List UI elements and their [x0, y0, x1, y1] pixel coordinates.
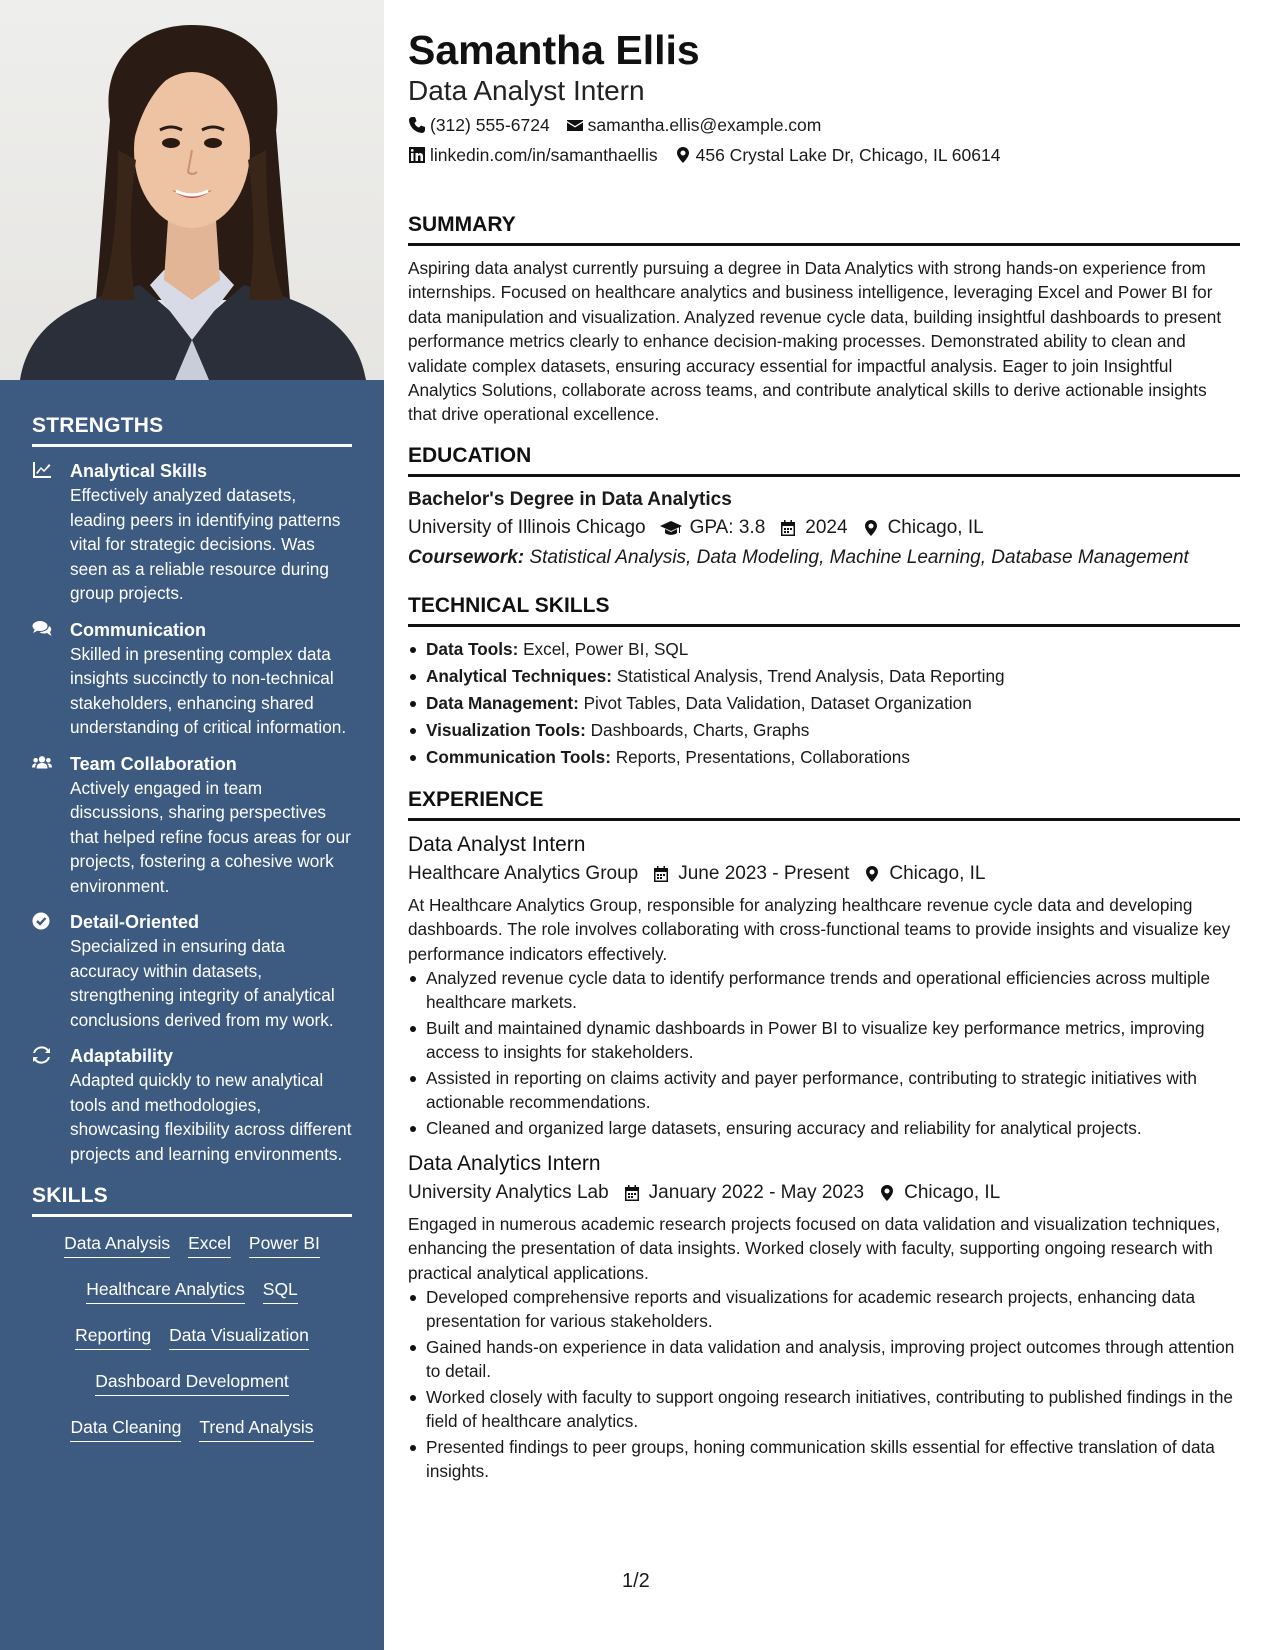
education-location: [862, 513, 984, 543]
strength-title: Analytical Skills: [70, 461, 208, 481]
summary-heading: SUMMARY: [408, 212, 1240, 246]
job-location: [878, 1178, 1000, 1208]
skill-tag: Healthcare Analytics: [86, 1277, 245, 1304]
address-contact: [674, 142, 1001, 168]
tech-label: Data Tools:: [426, 638, 519, 659]
experience-section: [408, 787, 1240, 1483]
tech-value: Excel, Power BI, SQL: [523, 638, 689, 659]
sidebar: [0, 0, 384, 1650]
map-pin-icon: [862, 519, 880, 537]
map-pin-icon: [863, 865, 881, 883]
list-item: [408, 664, 1240, 688]
job-entry: [408, 831, 1240, 1140]
strength-title: Detail-Oriented: [70, 912, 200, 932]
graduation-cap-icon: [660, 519, 682, 537]
skill-tag: Dashboard Development: [95, 1369, 289, 1396]
year-item: [779, 513, 847, 543]
refresh-icon: [32, 1044, 70, 1166]
strength-item: [32, 618, 352, 740]
map-pin-icon: [878, 1184, 896, 1202]
strength-desc: Adapted quickly to new analytical tools and methodologies, showcasing flexibility across different projects and learning environments.: [70, 1070, 352, 1164]
email-text: samantha.ellis@example.com: [587, 115, 822, 135]
tech-value: Pivot Tables, Data Validation, Dataset Organization: [583, 692, 972, 713]
calendar-icon: [623, 1184, 641, 1202]
education-location-text: Chicago, IL: [887, 516, 984, 538]
candidate-role: Data Analyst Intern: [408, 75, 645, 106]
education-heading: EDUCATION: [408, 443, 1240, 477]
job-dates: [623, 1178, 864, 1208]
email-contact[interactable]: [566, 112, 822, 138]
gpa-text: GPA: 3.8: [689, 516, 766, 538]
map-pin-icon: [674, 146, 692, 164]
job-title: Data Analytics Intern: [408, 1152, 601, 1176]
job-description: At Healthcare Analytics Group, responsible for analyzing healthcare revenue cycle data and developing dashboards. The role involves collaborating with cross-functional teams to provide insights and visualize key performance indicators effectively.: [408, 894, 1231, 964]
education-meta: [408, 513, 1240, 543]
skills-list: [32, 1231, 352, 1461]
skill-tag: Data Visualization: [169, 1323, 309, 1350]
job-description: Engaged in numerous academic research projects focused on data validation and visualization techniques, enhancing the presentation of data insights. Worked closely with faculty, supporting ongoing research with practical analytical applications.: [408, 1214, 1221, 1283]
list-item: Developed comprehensive reports and visualizations for academic research projects, enhancing data presentation for various stakeholders.: [408, 1285, 1240, 1333]
coursework-line: [408, 543, 1240, 573]
tech-label: Data Management:: [426, 692, 579, 713]
list-item: Built and maintained dynamic dashboards in Power BI to visualize key performance metrics, improving access to insights for stakeholders.: [408, 1016, 1240, 1064]
contact-row: [408, 142, 1240, 168]
tech-value: Dashboards, Charts, Graphs: [590, 719, 810, 740]
chart-line-icon: [32, 459, 70, 606]
skill-tag: Trend Analysis: [199, 1415, 313, 1442]
strength-item: [32, 910, 352, 1032]
job-dates-text: January 2022 - May 2023: [648, 1182, 865, 1204]
strength-title: Communication: [70, 619, 207, 640]
technical-skills-list: [408, 637, 1240, 769]
strengths-heading: STRENGTHS: [32, 414, 352, 447]
check-circle-icon: [32, 910, 70, 1032]
coursework-label: Coursework:: [408, 546, 525, 568]
calendar-icon: [652, 865, 670, 883]
company-name: [408, 859, 638, 889]
skill-tag: Power BI: [249, 1231, 320, 1258]
company-name: [408, 1178, 609, 1208]
contact-row: [408, 112, 1240, 138]
degree-title: Bachelor's Degree in Data Analytics: [408, 488, 732, 510]
skill-tag: SQL: [263, 1277, 298, 1304]
technical-skills-section: [408, 593, 1240, 769]
list-item: Assisted in reporting on claims activity and payer performance, contributing to strategic initiatives with actionable recommendations.: [408, 1066, 1240, 1114]
company-text: Healthcare Analytics Group: [408, 862, 639, 884]
list-item: Cleaned and organized large datasets, ensuring accuracy and reliability for analytical projects.: [408, 1116, 1240, 1140]
list-item: [408, 637, 1240, 661]
school-name: [408, 513, 646, 543]
skill-tag: Reporting: [75, 1323, 151, 1350]
strength-desc: Effectively analyzed datasets, leading peers in identifying patterns vital for strategic decisions. Was seen as a reliable resource during group projects.: [70, 485, 341, 603]
envelope-icon: [566, 116, 584, 134]
strength-item: [32, 1044, 352, 1166]
summary-section: [408, 212, 1240, 427]
job-location: [863, 859, 985, 889]
linkedin-icon: [408, 146, 426, 164]
job-meta: [408, 859, 1240, 889]
strength-desc: Specialized in ensuring data accuracy within datasets, strengthening integrity of analytical conclusions derived from my work.: [70, 936, 335, 1030]
strength-item: [32, 752, 352, 899]
tech-value: Statistical Analysis, Trend Analysis, Data Reporting: [616, 665, 1005, 686]
list-item: [408, 745, 1240, 769]
list-item: Presented findings to peer groups, honing communication skills essential for effective translation of data insights.: [408, 1435, 1240, 1483]
tech-label: Analytical Techniques:: [426, 665, 612, 686]
tech-value: Reports, Presentations, Collaborations: [615, 746, 910, 767]
skill-tag: Data Analysis: [64, 1231, 170, 1258]
linkedin-contact[interactable]: [408, 142, 658, 168]
skills-heading: SKILLS: [32, 1184, 352, 1217]
strength-title: Team Collaboration: [70, 753, 237, 774]
job-meta: [408, 1178, 1240, 1208]
candidate-name: Samantha Ellis: [408, 27, 700, 73]
job-entry: [408, 1150, 1240, 1483]
skill-tag: Excel: [188, 1231, 231, 1258]
education-section: [408, 443, 1240, 573]
strength-item: [32, 459, 352, 606]
page-number: 1/2: [622, 1570, 650, 1592]
address-text: 456 Crystal Lake Dr, Chicago, IL 60614: [695, 145, 1001, 165]
job-bullets: [408, 966, 1240, 1140]
year-text: 2024: [805, 516, 848, 538]
phone-text: (312) 555-6724: [430, 115, 550, 135]
list-item: Worked closely with faculty to support ongoing research initiatives, contributing to published findings in the field of healthcare analytics.: [408, 1385, 1240, 1433]
users-icon: [32, 752, 70, 899]
job-dates-text: June 2023 - Present: [678, 862, 850, 884]
job-location-text: Chicago, IL: [889, 862, 986, 884]
coursework-text: Statistical Analysis, Data Modeling, Machine Learning, Database Management: [529, 546, 1189, 568]
summary-text: Aspiring data analyst currently pursuing a degree in Data Analytics with strong hands-on experience from internships. Focused on healthcare analytics and business intelligence, leveraging Excel and Power BI for data manipulation and visualization. Analyzed revenue cycle data, building insightful dashboards to present performance metrics clearly to enhance decision-making processes. Demonstrated ability to clean and validate complex datasets, ensuring accuracy essential for impactful analysis. Eager to join Insightful Analytics Solutions, collaborate across teams, and contribute analytical skills to derive actionable insights that drive operational excellence.: [408, 258, 1222, 425]
tech-label: Communication Tools:: [426, 746, 611, 767]
technical-skills-heading: TECHNICAL SKILLS: [408, 593, 1240, 627]
job-title: Data Analyst Intern: [408, 832, 586, 856]
phone-contact[interactable]: [408, 112, 550, 138]
profile-photo-illustration: [0, 0, 384, 380]
job-location-text: Chicago, IL: [904, 1182, 1001, 1204]
tech-label: Visualization Tools:: [426, 719, 586, 740]
gpa-item: [660, 513, 766, 543]
list-item: Analyzed revenue cycle data to identify performance trends and operational efficiencies across multiple healthcare markets.: [408, 966, 1240, 1014]
main-content: [408, 0, 1240, 1485]
linkedin-text: linkedin.com/in/samanthaellis: [430, 145, 658, 165]
strength-desc: Skilled in presenting complex data insights succinctly to non-technical stakeholders, enhancing shared understanding of critical information.: [70, 643, 347, 737]
job-dates: [652, 859, 849, 889]
job-bullets: [408, 1285, 1240, 1483]
comments-icon: [32, 618, 70, 740]
list-item: [408, 691, 1240, 715]
strength-title: Adaptability: [70, 1046, 174, 1066]
company-text: University Analytics Lab: [408, 1182, 609, 1204]
phone-icon: [408, 116, 426, 134]
calendar-icon: [779, 519, 797, 537]
profile-photo: [0, 0, 384, 380]
strength-desc: Actively engaged in team discussions, sharing perspectives that helped refine focus areas for our projects, fostering a cohesive work environment.: [70, 777, 351, 896]
experience-heading: EXPERIENCE: [408, 787, 1240, 821]
school-text: University of Illinois Chicago: [408, 516, 646, 538]
skill-tag: Data Cleaning: [70, 1415, 181, 1442]
list-item: [408, 718, 1240, 742]
list-item: Gained hands-on experience in data validation and analysis, improving project outcomes through attention to detail.: [408, 1335, 1240, 1383]
